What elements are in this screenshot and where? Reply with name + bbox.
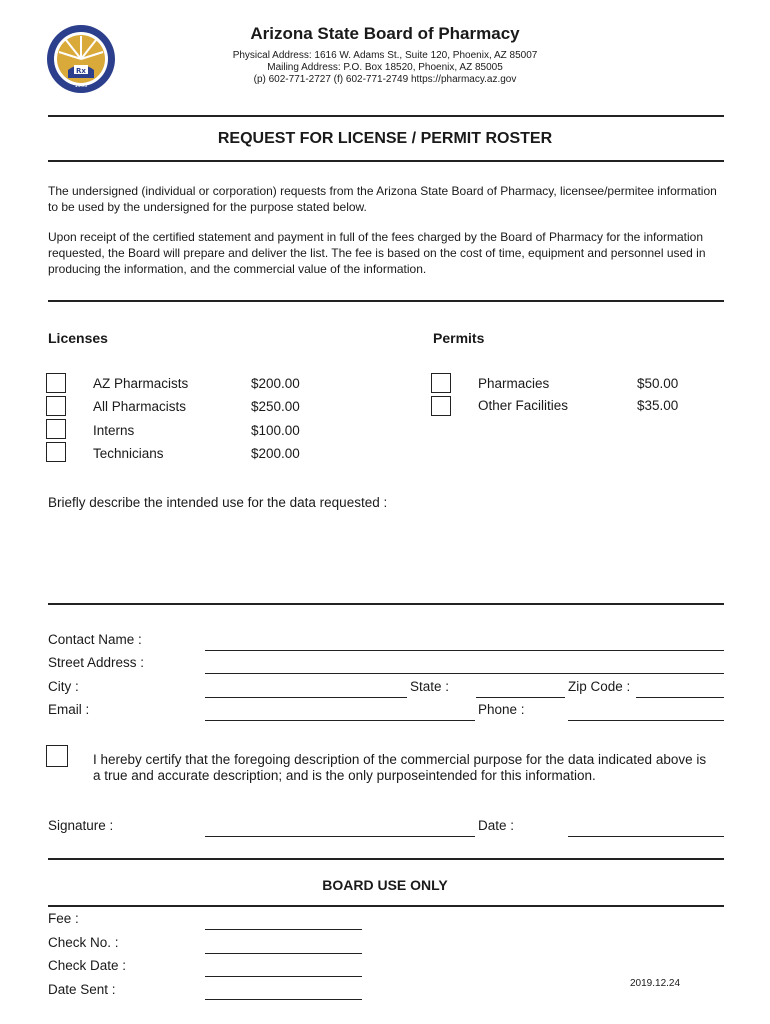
fee-field[interactable]	[205, 929, 362, 930]
state-label: State :	[410, 679, 450, 694]
divider	[48, 858, 724, 860]
state-field[interactable]	[476, 697, 565, 698]
phone-field[interactable]	[568, 720, 724, 721]
license-price: $100.00	[251, 423, 300, 438]
email-label: Email :	[48, 702, 90, 717]
license-label: All Pharmacists	[93, 399, 187, 414]
fee-label: Fee :	[48, 911, 79, 926]
license-price: $200.00	[251, 376, 300, 391]
board-use-heading: BOARD USE ONLY	[322, 877, 448, 893]
license-label: Technicians	[93, 446, 164, 461]
city-label: City :	[48, 679, 79, 694]
permit-price: $35.00	[637, 398, 679, 413]
divider	[48, 300, 724, 302]
checkbox-all-pharmacists[interactable]	[46, 396, 66, 416]
licenses-heading: Licenses	[48, 330, 108, 346]
checkbox-interns[interactable]	[46, 419, 66, 439]
contact-name-label: Contact Name :	[48, 632, 142, 647]
zip-code-label: Zip Code :	[568, 679, 631, 694]
contact-name-field[interactable]	[205, 650, 724, 651]
signature-label: Signature :	[48, 818, 114, 833]
street-address-label: Street Address :	[48, 655, 145, 670]
seal-year: 1903	[74, 83, 88, 89]
divider	[48, 603, 724, 605]
certification-text-line2: a true and accurate description; and is the only purposeintended for this information.	[93, 768, 596, 783]
checkbox-other-facilities[interactable]	[431, 396, 451, 416]
email-field[interactable]	[205, 720, 475, 721]
check-no-label: Check No. :	[48, 935, 119, 950]
checkbox-technicians[interactable]	[46, 442, 66, 462]
seal-rx: Rx	[76, 67, 86, 75]
intended-use-field[interactable]	[48, 516, 724, 598]
date-sent-field[interactable]	[205, 999, 362, 1000]
checkbox-az-pharmacists[interactable]	[46, 373, 66, 393]
permit-label: Other Facilities	[478, 398, 569, 413]
city-field[interactable]	[205, 697, 407, 698]
contact-line: (p) 602-771-2727 (f) 602-771-2749 https://pharmacy.az.gov	[253, 74, 517, 85]
phone-label: Phone :	[478, 702, 525, 717]
divider	[48, 905, 724, 907]
certify-checkbox[interactable]	[46, 745, 68, 767]
divider	[48, 160, 724, 162]
intro-paragraph: The undersigned (individual or corporation) requests from the Arizona State Board of Pharmacy, licensee/permitee information to be used by the undersigned for the purpose stated below.	[48, 184, 717, 214]
checkbox-pharmacies[interactable]	[431, 373, 451, 393]
permits-heading: Permits	[433, 330, 485, 346]
form-version: 2019.12.24	[630, 978, 681, 989]
date-sent-label: Date Sent :	[48, 982, 116, 997]
license-label: AZ Pharmacists	[93, 376, 189, 391]
intended-use-label: Briefly describe the intended use for the data requested :	[48, 495, 388, 510]
check-date-field[interactable]	[205, 976, 362, 977]
fee-paragraph: Upon receipt of the certified statement and payment in full of the fees charged by the Board of Pharmacy for the information requested, the Board will prepare and deliver the list. The fee is based on the cost of time, equipment and personnel used in producing the information, and the commercial value of the information.	[48, 230, 706, 276]
physical-address: Physical Address: 1616 W. Adams St., Suite 120, Phoenix, AZ 85007	[232, 50, 538, 61]
mailing-address: Mailing Address: P.O. Box 18520, Phoenix, AZ 85005	[267, 62, 503, 73]
date-field[interactable]	[568, 836, 724, 837]
divider	[48, 115, 724, 117]
date-label: Date :	[478, 818, 515, 833]
check-date-label: Check Date :	[48, 958, 127, 973]
permit-price: $50.00	[637, 376, 679, 391]
document-title: REQUEST FOR LICENSE / PERMIT ROSTER	[217, 130, 553, 147]
license-label: Interns	[93, 423, 135, 438]
zip-code-field[interactable]	[636, 697, 724, 698]
signature-field[interactable]	[205, 836, 475, 837]
license-price: $200.00	[251, 446, 300, 461]
organization-title: Arizona State Board of Pharmacy	[250, 24, 520, 43]
permit-label: Pharmacies	[478, 376, 550, 391]
street-address-field[interactable]	[205, 673, 724, 674]
certification-text-line1: I hereby certify that the foregoing description of the commercial purpose for the data indicated above is	[93, 752, 707, 767]
check-no-field[interactable]	[205, 953, 362, 954]
license-price: $250.00	[251, 399, 300, 414]
